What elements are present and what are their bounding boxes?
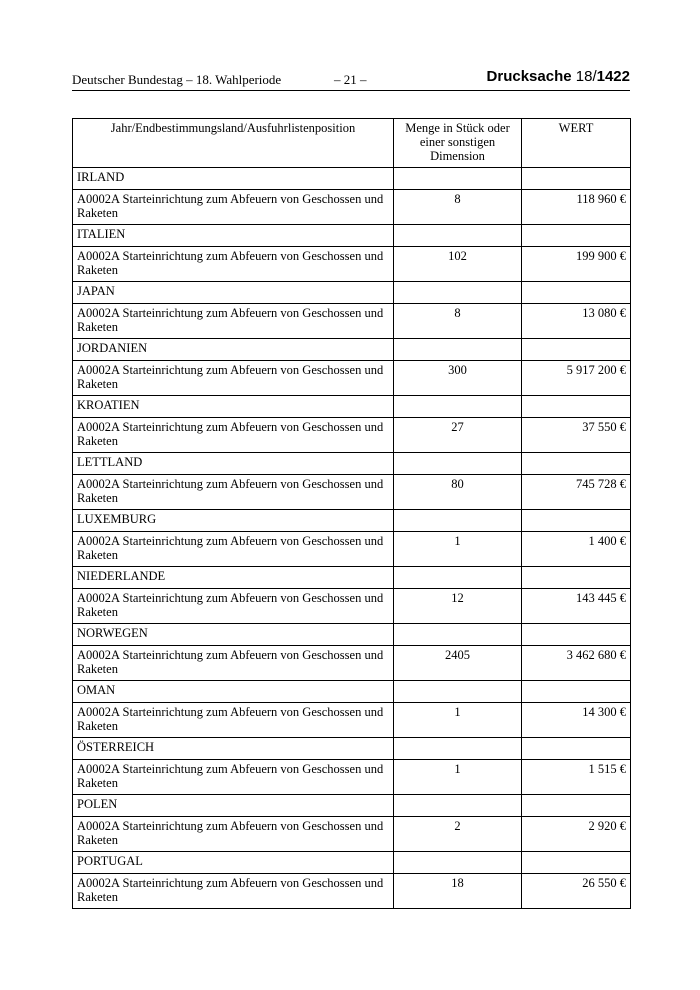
table-row [73,361,631,396]
position-description: A0002A Starteinrichtung zum Abfeuern von Geschossen und Raketen [73,760,394,795]
position-description: A0002A Starteinrichtung zum Abfeuern von Geschossen und Raketen [73,475,394,510]
export-table [72,118,631,909]
table-row [73,418,631,453]
empty-cell [522,567,631,589]
country-row [73,510,631,532]
table-body [73,168,631,909]
position-description: A0002A Starteinrichtung zum Abfeuern von Geschossen und Raketen [73,589,394,624]
empty-cell [522,225,631,247]
col-header-quantity: Menge in Stück oder einer sonstigen Dimension [394,119,522,168]
value-cell: 5 917 200 € [522,361,631,396]
empty-cell [522,396,631,418]
country-row [73,681,631,703]
empty-cell [394,567,522,589]
country-name: KROATIEN [73,396,394,418]
value-cell: 1 515 € [522,760,631,795]
position-description: A0002A Starteinrichtung zum Abfeuern von Geschossen und Raketen [73,247,394,282]
value-cell: 14 300 € [522,703,631,738]
quantity-cell: 1 [394,703,522,738]
table-row [73,532,631,567]
position-description: A0002A Starteinrichtung zum Abfeuern von Geschossen und Raketen [73,646,394,681]
table-header-row [73,119,631,168]
quantity-cell: 8 [394,304,522,339]
position-description: A0002A Starteinrichtung zum Abfeuern von Geschossen und Raketen [73,874,394,909]
country-row [73,282,631,304]
table-row [73,247,631,282]
quantity-cell: 12 [394,589,522,624]
empty-cell [522,795,631,817]
empty-cell [394,339,522,361]
position-description: A0002A Starteinrichtung zum Abfeuern von Geschossen und Raketen [73,304,394,339]
col-header-value: WERT [522,119,631,168]
country-name: LETTLAND [73,453,394,475]
country-row [73,453,631,475]
empty-cell [394,453,522,475]
quantity-cell: 80 [394,475,522,510]
empty-cell [394,225,522,247]
country-name: ÖSTERREICH [73,738,394,760]
empty-cell [522,339,631,361]
position-description: A0002A Starteinrichtung zum Abfeuern von Geschossen und Raketen [73,418,394,453]
position-description: A0002A Starteinrichtung zum Abfeuern von Geschossen und Raketen [73,532,394,567]
country-row [73,567,631,589]
country-row [73,225,631,247]
empty-cell [522,738,631,760]
table-row [73,589,631,624]
doc-number-suffix: 1422 [596,68,630,85]
value-cell: 26 550 € [522,874,631,909]
doc-label: Drucksache [486,68,572,85]
empty-cell [522,282,631,304]
country-row [73,396,631,418]
country-name: LUXEMBURG [73,510,394,532]
country-row [73,339,631,361]
quantity-cell: 8 [394,190,522,225]
table-row [73,475,631,510]
empty-cell [394,738,522,760]
page-header [72,68,630,91]
country-name: OMAN [73,681,394,703]
country-name: JORDANIEN [73,339,394,361]
table-row [73,646,631,681]
table-row [73,703,631,738]
empty-cell [394,795,522,817]
value-cell: 2 920 € [522,817,631,852]
page-number: – 21 – [334,72,367,87]
value-cell: 118 960 € [522,190,631,225]
table-row [73,304,631,339]
empty-cell [394,852,522,874]
value-cell: 3 462 680 € [522,646,631,681]
quantity-cell: 2405 [394,646,522,681]
table-row [73,874,631,909]
quantity-cell: 1 [394,532,522,567]
quantity-cell: 102 [394,247,522,282]
position-description: A0002A Starteinrichtung zum Abfeuern von Geschossen und Raketen [73,361,394,396]
empty-cell [522,681,631,703]
empty-cell [522,624,631,646]
value-cell: 37 550 € [522,418,631,453]
position-description: A0002A Starteinrichtung zum Abfeuern von Geschossen und Raketen [73,190,394,225]
table-row [73,817,631,852]
empty-cell [394,624,522,646]
country-row [73,738,631,760]
quantity-cell: 18 [394,874,522,909]
value-cell: 1 400 € [522,532,631,567]
empty-cell [522,510,631,532]
country-name: POLEN [73,795,394,817]
country-row [73,168,631,190]
country-name: NORWEGEN [73,624,394,646]
empty-cell [394,681,522,703]
quantity-cell: 2 [394,817,522,852]
country-name: NIEDERLANDE [73,567,394,589]
empty-cell [394,396,522,418]
country-row [73,852,631,874]
table-row [73,190,631,225]
country-name: JAPAN [73,282,394,304]
value-cell: 13 080 € [522,304,631,339]
value-cell: 199 900 € [522,247,631,282]
parliament-title: Deutscher Bundestag – 18. Wahlperiode [72,72,282,87]
empty-cell [394,510,522,532]
empty-cell [522,852,631,874]
document-number [487,68,630,85]
country-name: PORTUGAL [73,852,394,874]
quantity-cell: 1 [394,760,522,795]
empty-cell [522,168,631,190]
empty-cell [394,168,522,190]
table-row [73,760,631,795]
col-header-position: Jahr/Endbestimmungsland/Ausfuhrlistenposition [73,119,394,168]
quantity-cell: 300 [394,361,522,396]
value-cell: 143 445 € [522,589,631,624]
doc-number-prefix: 18/ [575,68,597,85]
value-cell: 745 728 € [522,475,631,510]
country-name: ITALIEN [73,225,394,247]
quantity-cell: 27 [394,418,522,453]
empty-cell [522,453,631,475]
country-name: IRLAND [73,168,394,190]
country-row [73,795,631,817]
position-description: A0002A Starteinrichtung zum Abfeuern von Geschossen und Raketen [73,703,394,738]
position-description: A0002A Starteinrichtung zum Abfeuern von Geschossen und Raketen [73,817,394,852]
country-row [73,624,631,646]
empty-cell [394,282,522,304]
